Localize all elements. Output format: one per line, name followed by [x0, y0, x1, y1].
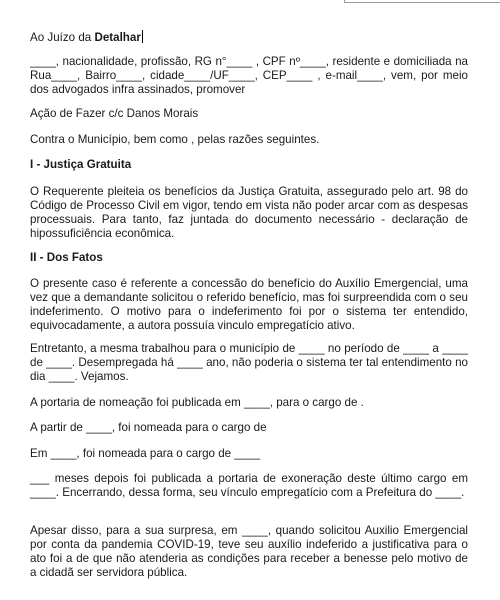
window-edge [344, 0, 500, 3]
section-heading-justica-gratuita: I - Justiça Gratuita [30, 158, 132, 171]
defendant-paragraph: Contra o Município, bem como , pelas razões seguintes. [30, 133, 320, 146]
court-address-name: Detalhar [94, 31, 141, 44]
paragraph-fatos-1: O presente caso é referente a concessão do benefício do Auxílio Emergencial, uma vez que a demandante solicitou o referido benefício, mas foi surpreendida com o seu indeferimento. O motivo para o indeferimento foi por o sistema ter entendido, equivocadamente, a autora possuía vinculo empregatício ativo. [30, 277, 468, 332]
paragraph-fatos-2: Entretanto, a mesma trabalhou para o município de ____ no período de ____ a ____ de ____. Desempregada há ____ ano, não poderia o sistema ter tal entendimento no dia ____. Vejamos. [30, 342, 468, 383]
paragraph-fatos-6: ___ meses depois foi publicada a portaria de exoneração deste último cargo em ____. Encerrando, dessa forma, seu vínculo empregatício com a Prefeitura do ____. [30, 472, 468, 499]
action-title: Ação de Fazer c/c Danos Morais [30, 107, 199, 120]
paragraph-justica-gratuita: O Requerente pleiteia os benefícios da Justiça Gratuita, assegurado pelo art. 98 do Código de Processo Civil em vigor, tendo em vista não poder arcar com as despesas processuais. Para tanto, faz juntada do documento necessário - declaração de hipossuficiência econômica. [30, 185, 468, 240]
court-address-prefix: Ao Juízo da [30, 31, 95, 44]
section-heading-dos-fatos: II - Dos Fatos [30, 251, 103, 264]
paragraph-fatos-7: Apesar disso, para a sua surpresa, em ____, quando solicitou Auxilio Emergencial por conta da pandemia COVID-19, teve seu auxílio indeferido a justificativa para o ato foi a de que não atenderia as condições para receber a benesse pelo motivo de a cidadã ser servidora pública. [30, 524, 468, 579]
paragraph-fatos-4: A partir de ____, foi nomeada para o cargo de [30, 421, 267, 434]
paragraph-fatos-3: A portaria de nomeação foi publicada em ____, para o cargo de . [30, 396, 364, 409]
text-cursor [142, 30, 143, 43]
court-address [30, 30, 468, 45]
party-qualification: ____, nacionalidade, profissão, RG n°____ , CPF nº____, residente e domiciliada na Rua____, Bairro____, cidade____/UF____, CEP____ , e-mail____, vem, por meio dos advogados infra assinados, promover [30, 55, 468, 96]
paragraph-fatos-5: Em ____, foi nomeada para o cargo de ____ [30, 447, 261, 460]
